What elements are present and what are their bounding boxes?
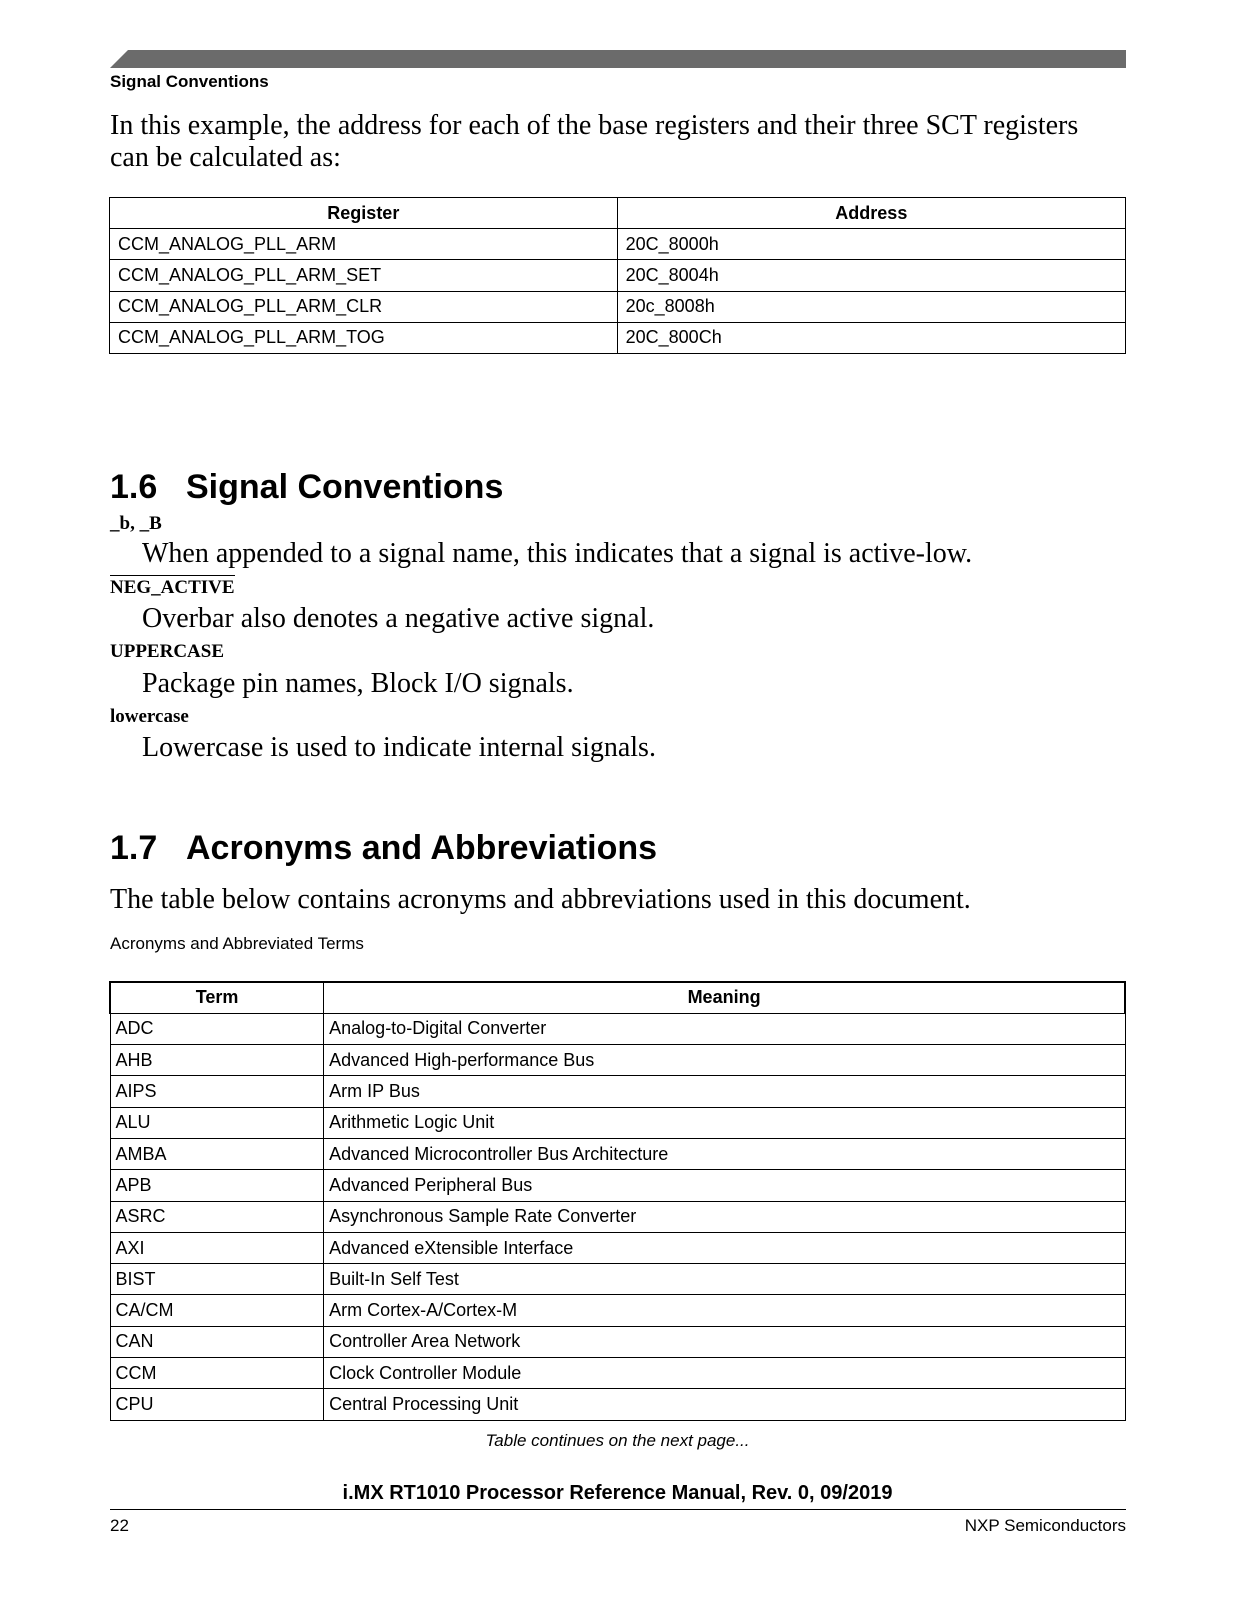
term-cell: AXI	[110, 1232, 324, 1263]
register-cell: CCM_ANALOG_PLL_ARM_SET	[110, 260, 618, 291]
register-cell: CCM_ANALOG_PLL_ARM_CLR	[110, 291, 618, 322]
term-cell: AMBA	[110, 1138, 324, 1169]
table-row	[110, 1201, 1125, 1232]
definition-lowercase: Lowercase is used to indicate internal signals.	[142, 732, 656, 763]
meaning-cell: Asynchronous Sample Rate Converter	[324, 1201, 1125, 1232]
intro-paragraph: In this example, the address for each of the base registers and their three SCT registers can be calculated as:	[110, 110, 1079, 173]
table-row	[110, 1013, 1125, 1044]
term-cell: AHB	[110, 1045, 324, 1076]
acronyms-table	[109, 981, 1126, 1421]
running-head: Signal Conventions	[110, 72, 269, 91]
meaning-cell: Controller Area Network	[324, 1326, 1125, 1357]
table-row	[110, 1358, 1125, 1389]
table-row	[110, 1264, 1125, 1295]
section-1-6-heading	[110, 468, 503, 507]
meaning-cell: Arm IP Bus	[324, 1076, 1125, 1107]
term-cell: CA/CM	[110, 1295, 324, 1326]
meaning-cell: Central Processing Unit	[324, 1389, 1125, 1420]
register-header: Register	[110, 198, 618, 229]
table-row	[110, 1295, 1125, 1326]
meaning-cell: Analog-to-Digital Converter	[324, 1013, 1125, 1044]
table-row	[110, 260, 1126, 291]
neg-active-overbar: NEG_ACTIVE	[110, 577, 235, 598]
term-cell: CPU	[110, 1389, 324, 1420]
term-lowercase: lowercase	[110, 706, 189, 727]
term-neg-active	[110, 575, 235, 599]
table-row	[110, 1326, 1125, 1357]
definition-uppercase: Package pin names, Block I/O signals.	[142, 668, 574, 699]
term-cell: ASRC	[110, 1201, 324, 1232]
register-cell: CCM_ANALOG_PLL_ARM	[110, 229, 618, 260]
term-cell: ALU	[110, 1107, 324, 1138]
table-row	[110, 1170, 1125, 1201]
term-cell: APB	[110, 1170, 324, 1201]
meaning-cell: Clock Controller Module	[324, 1358, 1125, 1389]
term-header: Term	[110, 982, 324, 1013]
section-title: Signal Conventions	[186, 468, 504, 506]
table-caption: Acronyms and Abbreviated Terms	[110, 934, 364, 953]
section-number: 1.6	[110, 468, 158, 506]
register-cell: CCM_ANALOG_PLL_ARM_TOG	[110, 322, 618, 353]
table-continues-note: Table continues on the next page...	[485, 1431, 750, 1450]
definition-neg-active: Overbar also denotes a negative active signal.	[142, 603, 655, 634]
section-title: Acronyms and Abbreviations	[186, 829, 658, 867]
term-cell: CAN	[110, 1326, 324, 1357]
term-cell: BIST	[110, 1264, 324, 1295]
definition-suffix-b: When appended to a signal name, this indicates that a signal is active-low.	[142, 538, 973, 569]
meaning-cell: Arithmetic Logic Unit	[324, 1107, 1125, 1138]
term-cell: CCM	[110, 1358, 324, 1389]
table-row	[110, 291, 1126, 322]
term-cell: AIPS	[110, 1076, 324, 1107]
table-row	[110, 1232, 1125, 1263]
address-cell: 20C_8004h	[617, 260, 1125, 291]
table-row	[110, 1389, 1125, 1420]
company-name: NXP Semiconductors	[964, 1516, 1126, 1535]
meaning-cell: Advanced High-performance Bus	[324, 1045, 1125, 1076]
meaning-header: Meaning	[324, 982, 1125, 1013]
register-address-table	[109, 197, 1126, 354]
address-cell: 20C_800Ch	[617, 322, 1125, 353]
address-header: Address	[617, 198, 1125, 229]
meaning-cell: Advanced Peripheral Bus	[324, 1170, 1125, 1201]
term-uppercase: UPPERCASE	[110, 641, 225, 662]
meaning-cell: Advanced Microcontroller Bus Architecture	[324, 1138, 1125, 1169]
table-row	[110, 1107, 1125, 1138]
address-cell: 20C_8000h	[617, 229, 1125, 260]
header-bar	[110, 50, 1126, 68]
table-row	[110, 1045, 1125, 1076]
footer-title: i.MX RT1010 Processor Reference Manual, Rev. 0, 09/2019	[342, 1482, 893, 1504]
meaning-cell: Built-In Self Test	[324, 1264, 1125, 1295]
footer-divider	[110, 1509, 1126, 1510]
acronyms-intro: The table below contains acronyms and abbreviations used in this document.	[110, 884, 971, 915]
address-cell: 20c_8008h	[617, 291, 1125, 322]
table-row	[110, 1076, 1125, 1107]
table-row	[110, 1138, 1125, 1169]
section-1-7-heading	[110, 829, 657, 868]
term-suffix-b: _b, _B	[110, 513, 162, 534]
table-row	[110, 229, 1126, 260]
term-cell: ADC	[110, 1013, 324, 1044]
section-number: 1.7	[110, 829, 158, 867]
meaning-cell: Arm Cortex-A/Cortex-M	[324, 1295, 1125, 1326]
table-row	[110, 322, 1126, 353]
page-number: 22	[110, 1516, 129, 1535]
meaning-cell: Advanced eXtensible Interface	[324, 1232, 1125, 1263]
